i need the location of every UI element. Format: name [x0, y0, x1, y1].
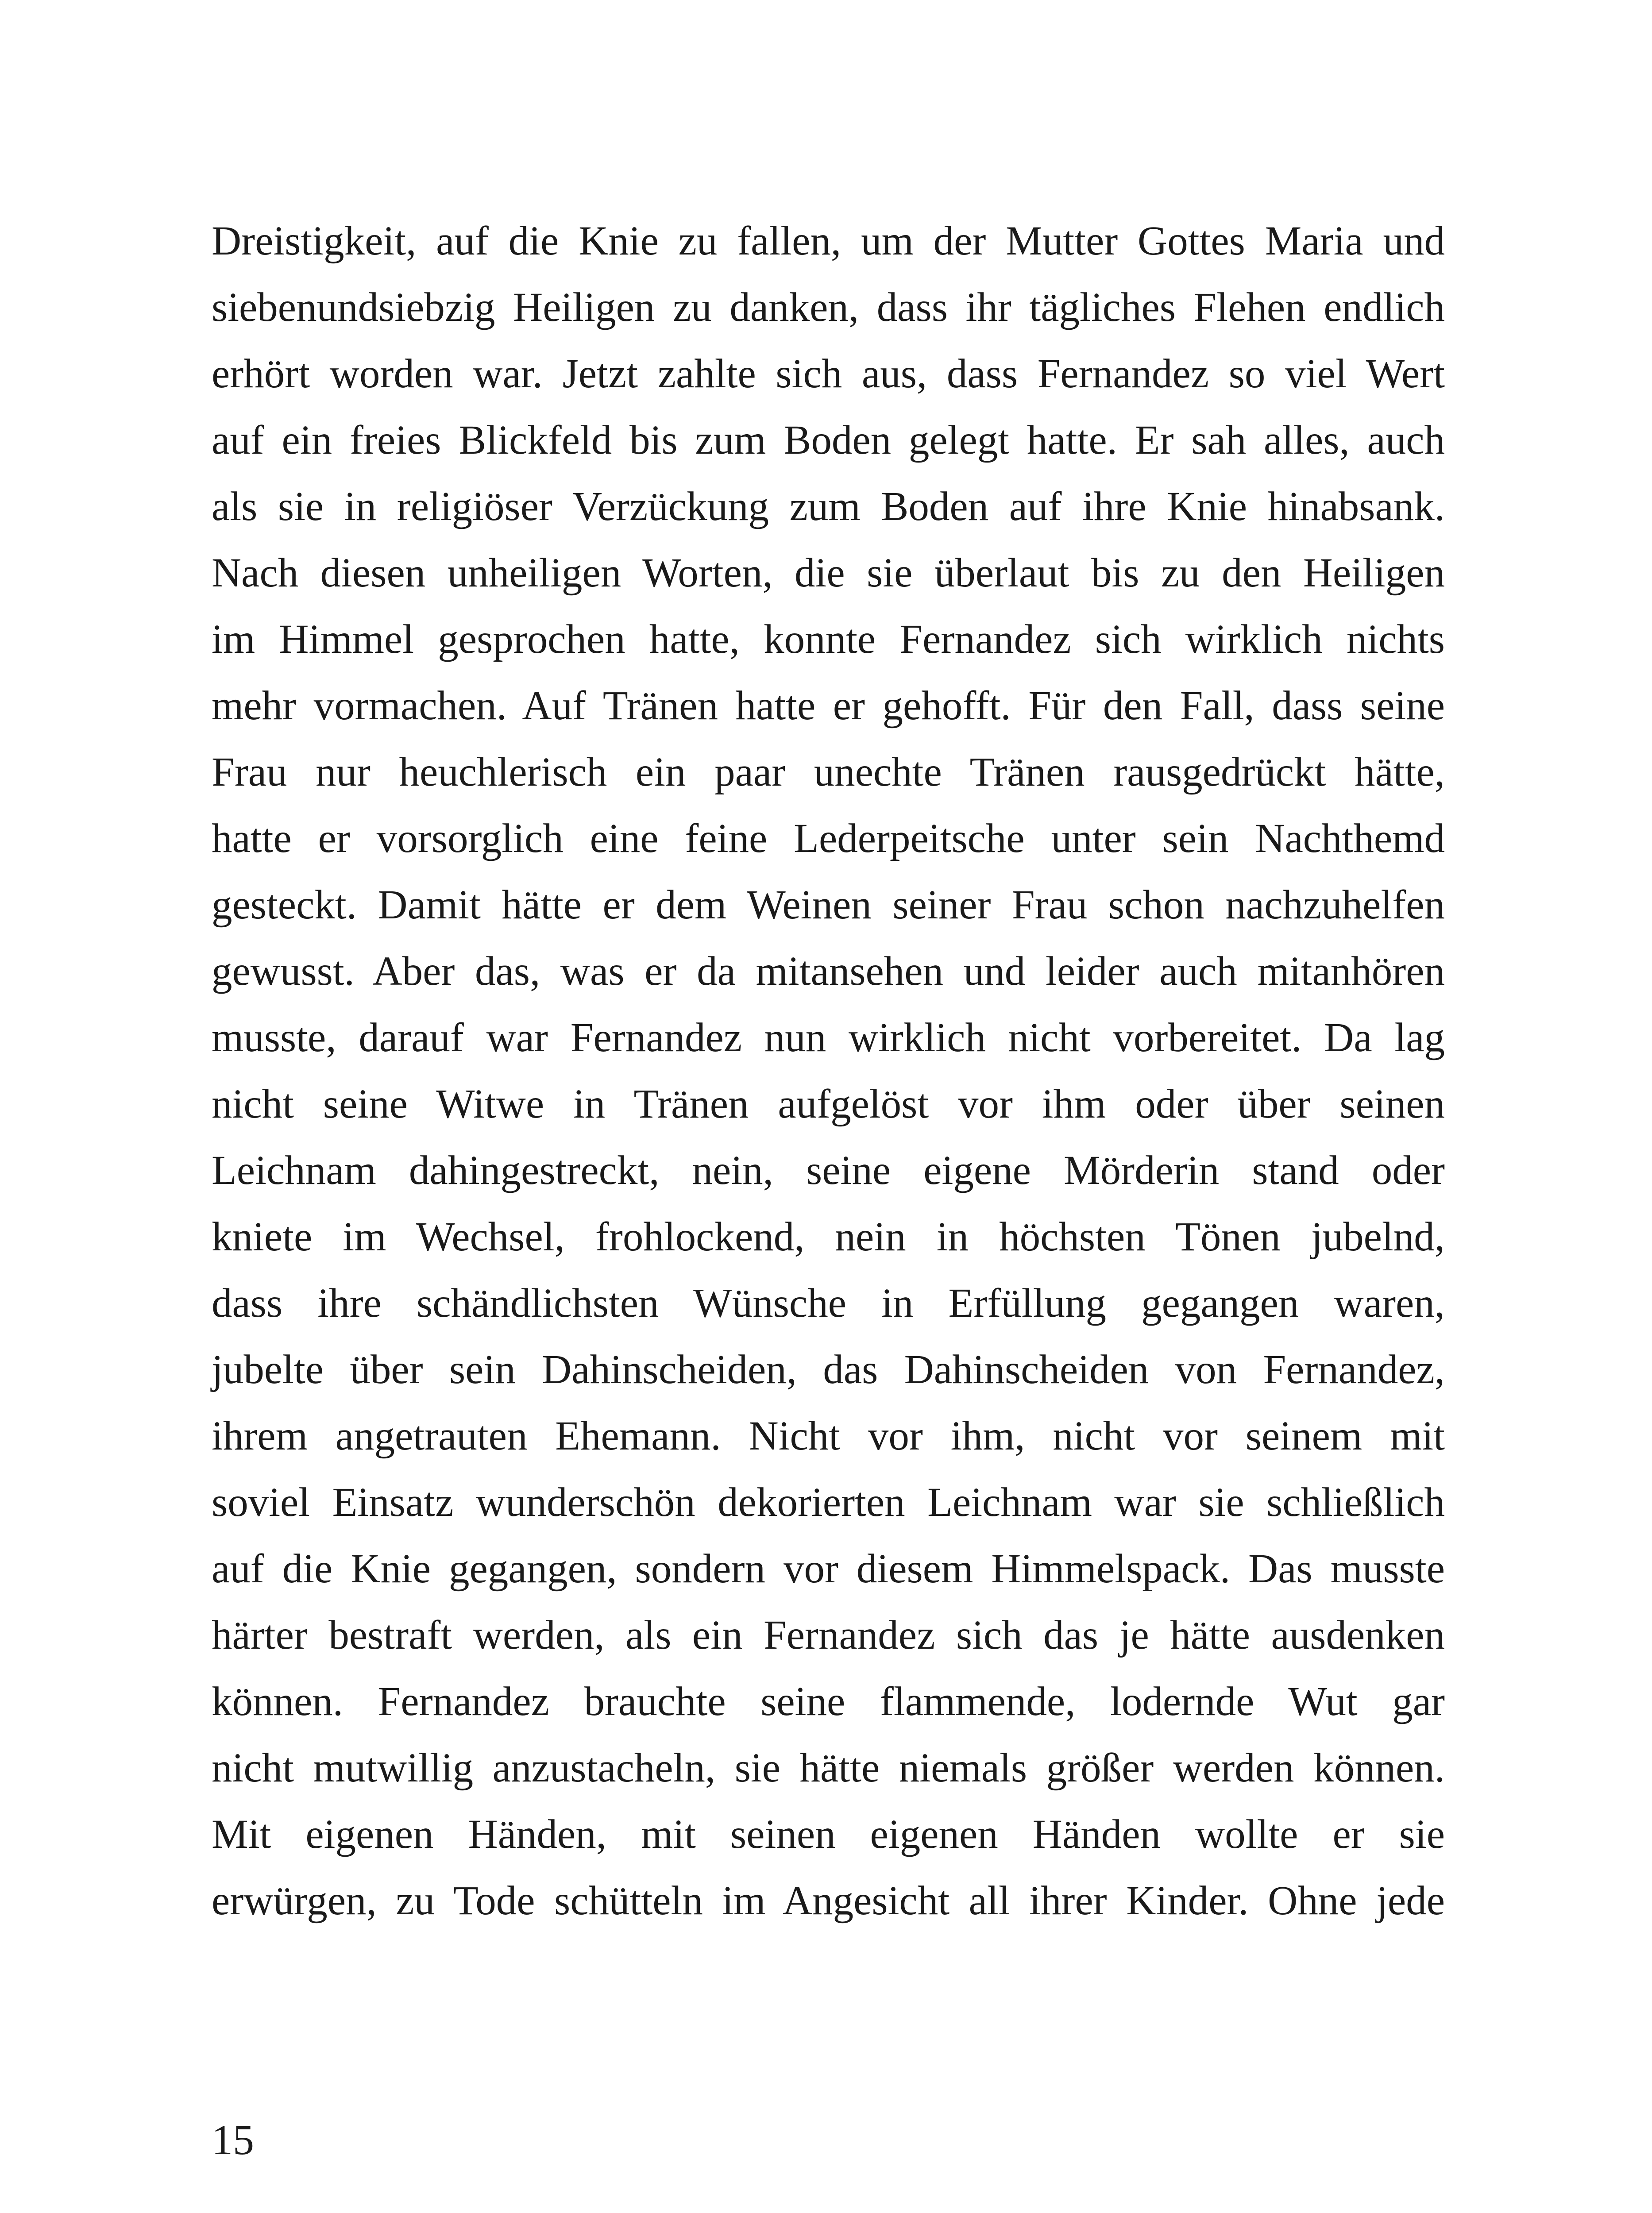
text-line: erwürgen, zu Tode schütteln im Angesicht all ihrer Kinder. Ohne jede	[212, 1878, 1445, 1924]
text-line: hatte er vorsorglich eine feine Lederpeitsche unter sein Nachthemd	[212, 816, 1445, 861]
text-line: als sie in religiöser Verzückung zum Boden auf ihre Knie hinabsank.	[212, 484, 1445, 529]
text-line: Nach diesen unheiligen Worten, die sie überlaut bis zu den Heiligen	[212, 550, 1445, 596]
text-line: auf ein freies Blickfeld bis zum Boden gelegt hatte. Er sah alles, auch	[212, 417, 1445, 463]
text-line: Leichnam dahingestreckt, nein, seine eigene Mörderin stand oder	[212, 1148, 1445, 1193]
page-number: 15	[212, 2116, 254, 2163]
text-line: jubelte über sein Dahinscheiden, das Dahinscheiden von Fernandez,	[212, 1347, 1445, 1392]
text-line: auf die Knie gegangen, sondern vor diesem Himmelspack. Das musste	[212, 1546, 1445, 1592]
text-line: nicht mutwillig anzustacheln, sie hätte niemals größer werden können.	[212, 1745, 1445, 1791]
text-line: nicht seine Witwe in Tränen aufgelöst vor ihm oder über seinen	[212, 1081, 1445, 1127]
text-line: soviel Einsatz wunderschön dekorierten Leichnam war sie schließlich	[212, 1480, 1445, 1525]
text-line: gesteckt. Damit hätte er dem Weinen seiner Frau schon nachzuhelfen	[212, 882, 1445, 928]
body-text	[212, 208, 1445, 1934]
text-line: gewusst. Aber das, was er da mitansehen und leider auch mitanhören	[212, 948, 1445, 994]
text-line: können. Fernandez brauchte seine flammende, lodernde Wut gar	[212, 1679, 1445, 1724]
text-line: erhört worden war. Jetzt zahlte sich aus, dass Fernandez so viel Wert	[212, 351, 1445, 397]
text-line: dass ihre schändlichsten Wünsche in Erfüllung gegangen waren,	[212, 1280, 1445, 1326]
text-line: Dreistigkeit, auf die Knie zu fallen, um der Mutter Gottes Maria und	[212, 218, 1445, 264]
text-line: Frau nur heuchlerisch ein paar unechte Tränen rausgedrückt hätte,	[212, 749, 1445, 795]
text-line: Mit eigenen Händen, mit seinen eigenen Händen wollte er sie	[212, 1812, 1445, 1857]
text-line: im Himmel gesprochen hatte, konnte Fernandez sich wirklich nichts	[212, 617, 1445, 662]
text-line: mehr vormachen. Auf Tränen hatte er gehofft. Für den Fall, dass seine	[212, 683, 1445, 729]
text-line: musste, darauf war Fernandez nun wirklich nicht vorbereitet. Da lag	[212, 1015, 1445, 1060]
text-line: härter bestraft werden, als ein Fernandez sich das je hätte ausdenken	[212, 1612, 1445, 1658]
text-line: kniete im Wechsel, frohlockend, nein in höchsten Tönen jubelnd,	[212, 1214, 1445, 1260]
text-line: siebenundsiebzig Heiligen zu danken, dass ihr tägliches Flehen endlich	[212, 285, 1445, 330]
text-line: ihrem angetrauten Ehemann. Nicht vor ihm, nicht vor seinem mit	[212, 1413, 1445, 1459]
